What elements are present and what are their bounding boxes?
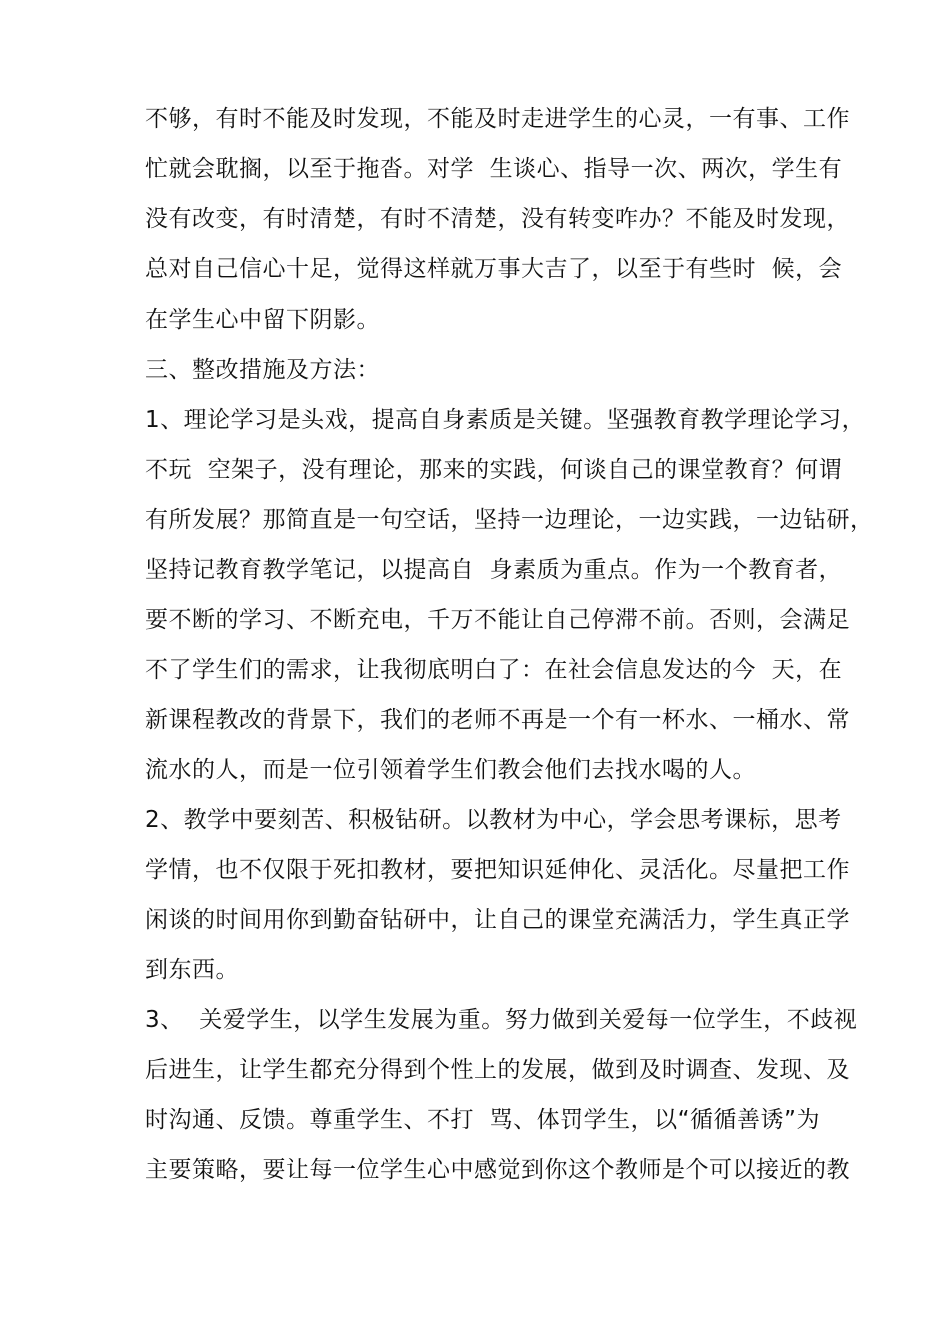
text-line: 不玩 空架子，没有理论，那来的实践，何谈自己的课堂教育？何谓: [145, 457, 843, 483]
text-line: 时沟通、反馈。尊重学生、不打 骂、体罚学生，以“循循善诱”为: [145, 1107, 820, 1133]
section-heading: 三、整改措施及方法：: [145, 357, 380, 383]
text-line: 2、教学中要刻苦、积极钻研。以教材为中心，学会思考课标，思考: [145, 807, 842, 833]
text-line: 闲谈的时间用你到勤奋钻研中，让自己的课堂充满活力，学生真正学: [145, 907, 850, 933]
text-line: 没有改变，有时清楚，有时不清楚，没有转变咋办？不能及时发现，: [145, 206, 850, 232]
text-line: 3、 关爱学生，以学生发展为重。努力做到关爱每一位学生，不歧视: [145, 1007, 858, 1033]
text-line: 流水的人，而是一位引领着学生们教会他们去找水喝的人。: [145, 757, 756, 783]
text-line: 新课程教改的背景下，我们的老师不再是一个有一杯水、一桶水、常: [145, 707, 850, 733]
text-line: 学情，也不仅限于死扣教材，要把知识延伸化、灵活化。尽量把工作: [145, 857, 850, 883]
text-line: 主要策略，要让每一位学生心中感觉到你这个教师是个可以接近的教: [145, 1157, 850, 1183]
text-line: 不了学生们的需求，让我彻底明白了：在社会信息发达的今 天，在: [145, 657, 843, 683]
text-line: 到东西。: [145, 957, 239, 983]
text-line: 有所发展？那简直是一句空话，坚持一边理论，一边实践，一边钻研，: [145, 507, 874, 533]
text-line: 要不断的学习、不断充电，千万不能让自己停滞不前。否则，会满足: [145, 607, 850, 633]
text-line: 在学生心中留下阴影。: [145, 307, 380, 333]
text-line: 忙就会耽搁，以至于拖沓。对学 生谈心、指导一次、两次，学生有: [145, 156, 843, 182]
text-line: 1、理论学习是头戏，提高自身素质是关键。坚强教育教学理论学习，: [145, 407, 866, 433]
text-line: 后进生，让学生都充分得到个性上的发展，做到及时调查、发现、及: [145, 1057, 850, 1083]
text-line: 坚持记教育教学笔记，以提高自 身素质为重点。作为一个教育者，: [145, 557, 843, 583]
text-line: 不够，有时不能及时发现，不能及时走进学生的心灵，一有事、工作: [145, 106, 850, 132]
text-line: 总对自己信心十足，觉得这样就万事大吉了，以至于有些时 候，会: [145, 256, 843, 282]
